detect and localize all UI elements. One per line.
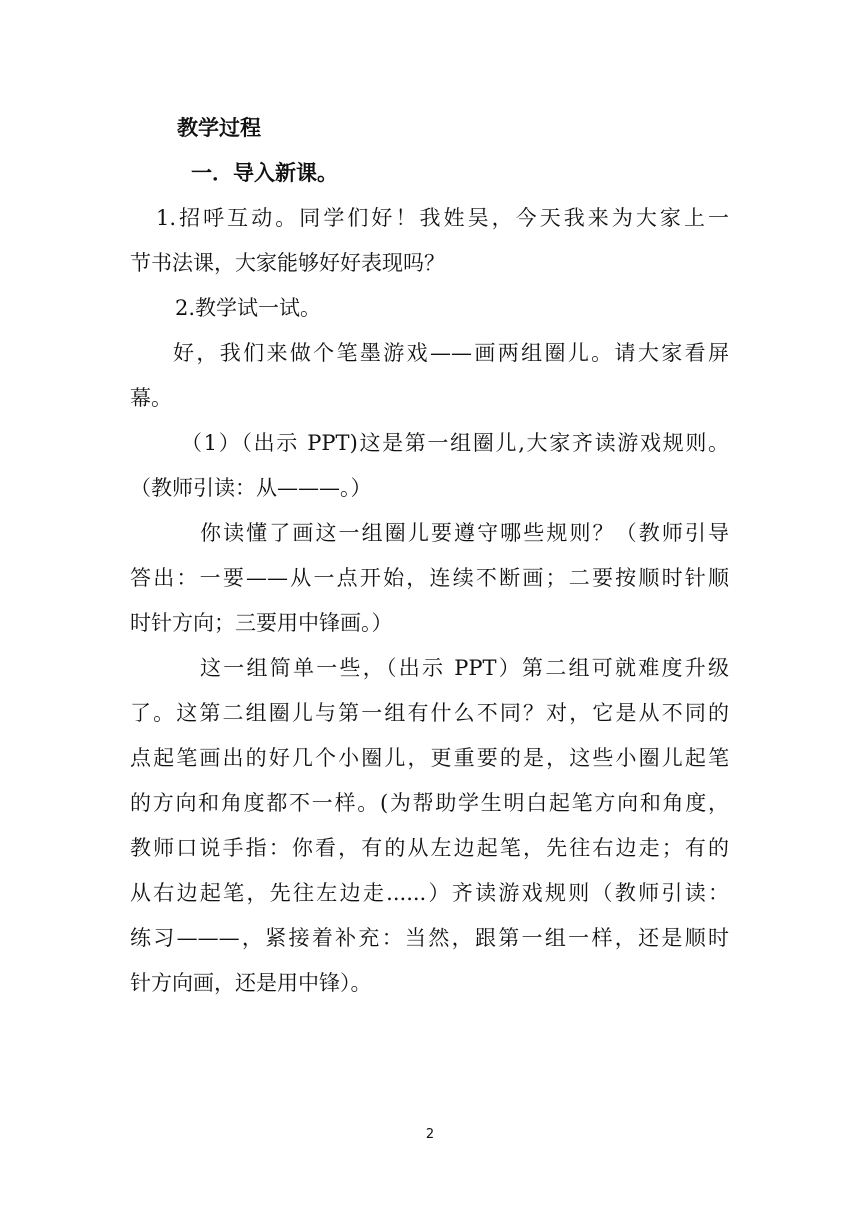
document-title: 教学过程	[177, 115, 261, 140]
paragraph-line: （教师引读：从———。）	[130, 476, 372, 500]
paragraph-line: 点起笔画出的好几个小圈儿，更重要的是，这些小圈儿起笔	[130, 746, 729, 770]
paragraph-line: 2.教学试一试。	[175, 296, 322, 320]
paragraph-line: 这一组简单一些，（出示 PPT）第二组可就难度升级	[200, 656, 729, 680]
paragraph-line: 你读懂了画这一组圈儿要遵守哪些规则？（教师引导	[200, 521, 729, 545]
paragraph-line: 时针方向；三要用中锋画。）	[130, 611, 393, 635]
paragraph-line: （1）（出示 PPT)这是第一组圈儿,大家齐读游戏规则。	[181, 431, 729, 455]
paragraph-line: 针方向画，还是用中锋）。	[130, 971, 372, 995]
paragraph-line: 幕。	[130, 386, 172, 410]
paragraph-line: 的方向和角度都不一样。(为帮助学生明白起笔方向和角度，	[130, 791, 729, 815]
paragraph-line: 练习———，紧接着补充：当然，跟第一组一样，还是顺时	[130, 926, 729, 950]
section-heading: 一．导入新课。	[191, 160, 338, 185]
paragraph-line: 从右边起笔，先往左边走......）齐读游戏规则（教师引读：	[130, 881, 729, 905]
paragraph-line: 答出：一要——从一点开始，连续不断画；二要按顺时针顺	[130, 566, 729, 590]
paragraph-line: 了。这第二组圈儿与第一组有什么不同？对，它是从不同的	[130, 701, 729, 725]
paragraph-line: 节书法课，大家能够好好表现吗？	[130, 251, 445, 275]
page-number: 2	[425, 1127, 435, 1142]
paragraph-line: 1.招呼互动。同学们好！我姓吴，今天我来为大家上一	[156, 206, 729, 230]
paragraph-line: 教师口说手指：你看，有的从左边起笔，先往右边走；有的	[130, 836, 729, 860]
paragraph-line: 好，我们来做个笔墨游戏——画两组圈儿。请大家看屏	[173, 341, 729, 365]
